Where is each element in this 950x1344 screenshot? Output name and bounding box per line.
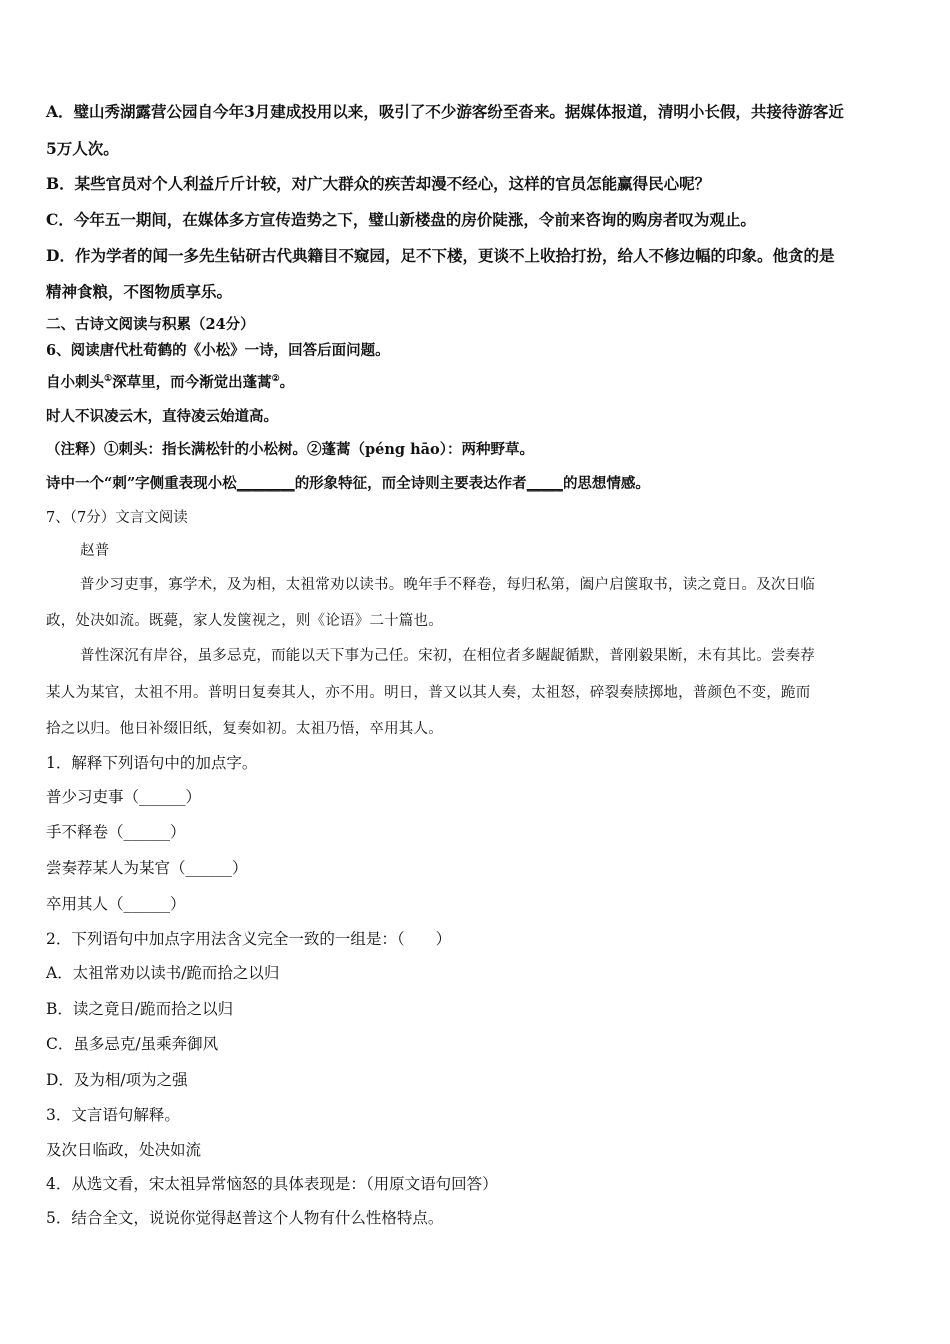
- passage-p2-line3: 拾之以归。他日补缀旧纸，复奏如初。太祖乃悟，卒用其人。: [46, 721, 443, 737]
- sub5-prompt: 5．结合全文，说说你觉得赵普这个人物有什么性格特点。: [46, 1209, 444, 1227]
- q5-option-a-line1: A．璧山秀湖露营公园自今年3月建成投用以来，吸引了不少游客纷至沓来。据媒体报道，清明小长假，共接待游客近: [46, 102, 844, 121]
- note-mark-1: ①: [104, 374, 113, 385]
- sub4-prompt: 4．从选文看，宋太祖异常恼怒的具体表现是：（用原文语句回答）: [46, 1175, 498, 1193]
- q7-heading: 7、（7分）文言文阅读: [46, 510, 188, 526]
- q5-option-c: C．今年五一期间，在媒体多方宣传造势之下，璧山新楼盘的房价陡涨，令前来咨询的购房者叹为观止。: [46, 210, 756, 229]
- q5-option-d-line2: 精神食粮，不图物质享乐。: [46, 282, 233, 301]
- q5-option-d-line1: D．作为学者的闻一多先生钻研古代典籍目不窥园，足不下楼，更谈不上收拾打扮，给人不修边幅的印象。他贪的是: [46, 246, 835, 265]
- q6-prompt: 6、阅读唐代杜荀鹤的《小松》一诗，回答后面问题。: [46, 342, 390, 359]
- sub1-item: 卒用其人（______）: [46, 895, 186, 913]
- sub2-option-c: C．虽多忌克/虽乘奔御风: [46, 1035, 219, 1053]
- poem-line-1: 自小刺头①深草里，而今渐觉出蓬蒿②。: [46, 374, 295, 391]
- q5-option-a-line2: 5万人次。: [46, 139, 119, 158]
- q6-question: 诗中一个“刺”字侧重表现小松________的形象特征，而全诗则主要表达作者_____的思想情感。: [46, 475, 650, 492]
- q5-option-b: B．某些官员对个人利益斤斤计较，对广大群众的疾苦却漫不经心，这样的官员怎能赢得民心呢？: [46, 174, 711, 193]
- sub2-option-a: A．太祖常劝以读书/跪而拾之以归: [46, 964, 280, 982]
- sub2-option-b: B．读之竟日/跪而拾之以归: [46, 1000, 234, 1018]
- passage-p1-line2: 政，处决如流。既薨，家人发箧视之，则《论语》二十篇也。: [46, 613, 443, 629]
- sub1-prompt: 1．解释下列语句中的加点字。: [46, 754, 258, 772]
- answer-blank[interactable]: _____: [526, 475, 563, 492]
- passage-p2-line2: 某人为某官，太祖不用。普明日复奏其人，亦不用。明日，普又以其人奏，太祖怒，碎裂奏牍掷地，普颜色不变，跪而: [46, 685, 811, 701]
- sub2-option-d: D．及为相/项为之强: [46, 1071, 188, 1089]
- sub1-item: 手不释卷（______）: [46, 823, 186, 841]
- section-heading: 二、古诗文阅读与积累（24分）: [46, 316, 255, 333]
- sub1-item: 普少习吏事（______）: [46, 788, 202, 806]
- sub3-prompt: 3．文言语句解释。: [46, 1106, 180, 1124]
- sub1-item: 尝奏荐某人为某官（______）: [46, 859, 248, 877]
- poem-line-2: 时人不识凌云木，直待凌云始道高。: [46, 408, 278, 425]
- passage-title: 赵普: [80, 543, 110, 559]
- sub2-prompt: 2．下列语句中加点字用法含义完全一致的一组是：（ ）: [46, 930, 452, 948]
- passage-p1-line1: 普少习吏事，寡学术，及为相，太祖常劝以读书。晚年手不释卷，每归私第，阖户启箧取书，读之竟日。及次日临: [80, 577, 815, 593]
- passage-p2-line1: 普性深沉有岸谷，虽多忌克，而能以天下事为己任。宋初，在相位者多龌龊循默，普刚毅果断，未有其比。尝奏荐: [80, 648, 815, 664]
- sub3-sentence: 及次日临政，处决如流: [46, 1141, 202, 1159]
- answer-blank[interactable]: ________: [236, 475, 295, 492]
- poem-annotation: （注释）①刺头：指长满松针的小松树。②蓬蒿（péng hāo）：两种野草。: [46, 441, 534, 458]
- note-mark-2: ②: [271, 374, 280, 385]
